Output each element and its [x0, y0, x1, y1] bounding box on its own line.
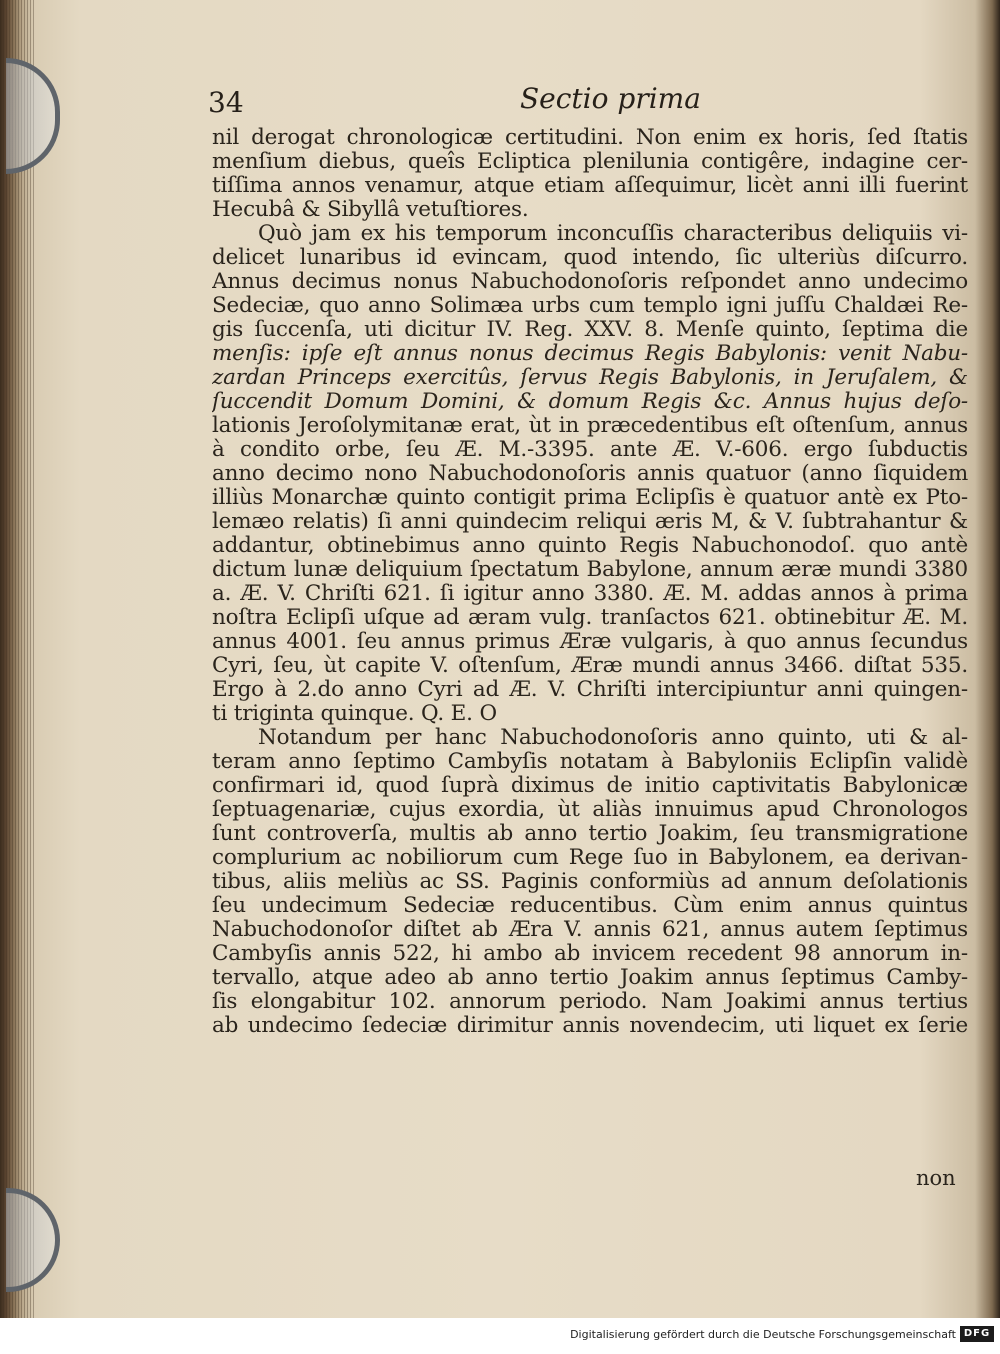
running-head: Sectio prima [520, 82, 701, 115]
page-header [0, 80, 1000, 124]
text-line: ti triginta quinque. Q. E. O [212, 702, 497, 726]
text-line: noſtra Eclipſi uſque ad æram vulg. tranſactos 621. obtinebitur Æ. M. [212, 606, 968, 630]
catchword: non [916, 1166, 956, 1190]
text-line: dictum lunæ deliquium ſpectatum Babylone, annum æræ mundi 3380 [212, 558, 968, 582]
text-line: addantur, obtinebimus anno quinto Regis Nabuchonodoſ. quo antè [212, 534, 968, 558]
text-line: ſeptuagenariæ, cujus exordia, ùt aliàs innuimus apud Chronologos [212, 798, 968, 822]
text-line: ab undecimo ſedeciæ dirimitur annis novendecim, uti liquet ex ſerie [212, 1014, 968, 1038]
book-gutter [0, 0, 34, 1318]
page-clip-bottom [6, 1188, 60, 1292]
text-line: Cambyſis annis 522, hi ambo ab invicem recedent 98 annorum in- [212, 942, 968, 966]
text-line: a. Æ. V. Chriſti 621. ſi igitur anno 3380. Æ. M. addas annos à prima [212, 582, 968, 606]
text-line: ſis elongabitur 102. annorum periodo. Nam Joakimi annus tertius [212, 990, 968, 1014]
text-line: teram anno ſeptimo Cambyſis notatam à Babyloniis Eclipſin validè [212, 750, 968, 774]
text-line: Quò jam ex his temporum inconcuſſis characteribus deliquiis vi- [258, 222, 968, 246]
text-line: tiſſima annos venamur, atque etiam aſſequimur, licèt anni illi fuerint [212, 174, 968, 198]
text-line: ſeu undecimum Sedeciæ reducentibus. Cùm enim annus quintus [212, 894, 968, 918]
text-line: à condito orbe, ſeu Æ. M.-3395. ante Æ. V.-606. ergo ſubductis [212, 438, 968, 462]
text-line: delicet lunaribus id evincam, quod intendo, ſic ulteriùs diſcurro. [212, 246, 968, 270]
text-line: confirmari id, quod ſuprà diximus de initio captivitatis Babylonicæ [212, 774, 968, 798]
text-line: gis ſuccenſa, uti dicitur IV. Reg. XXV. 8. Menſe quinto, ſeptima die [212, 318, 968, 342]
body-text [212, 126, 968, 1038]
text-line: zardan Princeps exercitûs, ſervus Regis Babylonis, in Jeruſalem, & [212, 366, 968, 390]
text-line: ſunt controverſa, multis ab anno tertio Joakim, ſeu transmigratione [212, 822, 968, 846]
text-line: menſis: ipſe eſt annus nonus decimus Regis Babylonis: venit Nabu- [212, 342, 968, 366]
text-line: complurium ac nobiliorum cum Rege ſuo in Babylonem, ea derivan- [212, 846, 968, 870]
page-number: 34 [208, 86, 244, 119]
text-line: Hecubâ & Sibyllâ vetuſtiores. [212, 198, 529, 222]
text-line: nil derogat chronologicæ certitudini. Non enim ex horis, ſed ſtatis [212, 126, 968, 150]
text-line: Nabuchodonoſor diſtet ab Æra V. annis 621, annus autem ſeptimus [212, 918, 968, 942]
digitization-footer [0, 1318, 1000, 1354]
text-line: Cyri, ſeu, ùt capite V. oſtenſum, Æræ mundi annus 3466. diſtat 535. [212, 654, 968, 678]
funding-credit: Digitalisierung gefördert durch die Deutsche Forschungsgemeinschaft [570, 1328, 956, 1341]
text-line: tervallo, atque adeo ab anno tertio Joakim annus ſeptimus Camby- [212, 966, 968, 990]
text-line: Ergo à 2.do anno Cyri ad Æ. V. Chriſti intercipiuntur anni quingen- [212, 678, 968, 702]
show-through-text [200, 1200, 960, 1230]
text-line: menſium diebus, queîs Ecliptica plenilunia contigêre, indagine cer- [212, 150, 968, 174]
text-line: Sedeciæ, quo anno Solimæa urbs cum templo igni juſſu Chaldæi Re- [212, 294, 968, 318]
text-line: annus 4001. ſeu annus primus Æræ vulgaris, à quo annus ſecundus [212, 630, 968, 654]
text-line: tibus, aliis meliùs ac SS. Paginis conformiùs ad annum deſolationis [212, 870, 968, 894]
text-line: lationis Jeroſolymitanæ erat, ùt in præcedentibus eſt oſtenſum, annus [212, 414, 968, 438]
text-line: lemæo relatis) ſi anni quindecim reliqui æris M, & V. ſubtrahantur & [212, 510, 968, 534]
text-line: anno decimo nono Nabuchodonoſoris annis quatuor (anno ſiquidem [212, 462, 968, 486]
text-line: illiùs Monarchæ quinto contigit prima Eclipſis è quatuor antè ex Pto- [212, 486, 968, 510]
text-line: Annus decimus nonus Nabuchodonoſoris reſpondet anno undecimo [212, 270, 968, 294]
dfg-logo: DFG [960, 1326, 994, 1342]
text-line: ſuccendit Domum Domini, & domum Regis &c. Annus hujus deſo- [212, 390, 968, 414]
text-line: Notandum per hanc Nabuchodonoſoris anno quinto, uti & al- [258, 726, 968, 750]
